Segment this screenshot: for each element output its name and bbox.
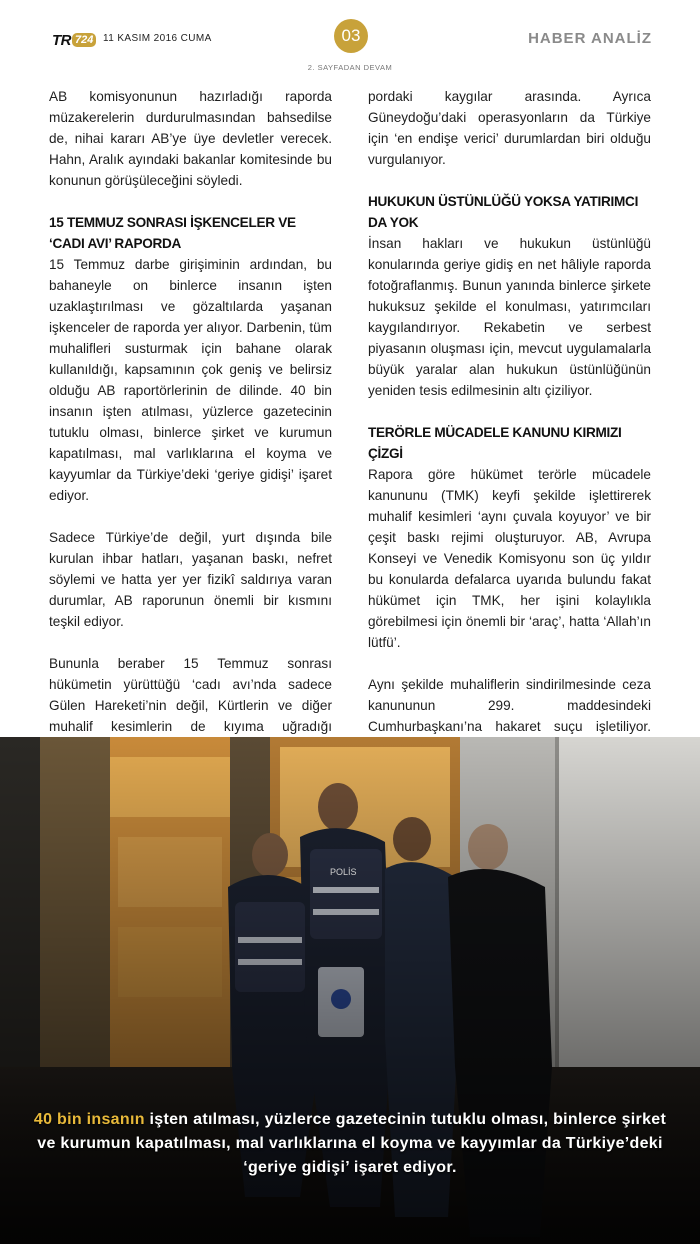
paragraph: pordaki kaygılar arasında. Ayrıca Güneydoğu’daki operasyonların da Türkiye için ‘en endişe verici’ durumlardan biri olduğu vurgulanıyor. [368,89,651,167]
page-number-badge: 03 [334,19,368,53]
subheading: TERÖRLE MÜCADELE KANUNU KIRMIZI ÇİZGİ [368,425,622,461]
paragraph: AB komisyonunun hazırladığı raporda müzakerelerin durdurulmasından bahsedilse de, nihai kararı AB’ye üye devletler verecek. Hahn, Aralık ayındaki bakanlar komitesinde bu konunun görüşüleceğini söyledi. [49,89,332,188]
tr724-logo [52,30,96,50]
news-photo [0,737,700,1244]
paragraph: Rapora göre hükümet terörle mücadele kanununu (TMK) keyfi şekilde işlettirerek muhalif kesimleri ‘aynı çuvala koyuyor’ ve bir çeşit baskı rejimi oluşturuyor. AB, Avrupa Konseyi ve Venedik Komisyonu son üç yıldır bu konularda defalarca uyarıda bulundu fakat hükümet için TMK, her işini kolaylıkla görebilmesi için önemli bir ‘araç’, hatta ‘Allah’ın lütfü’. [368,467,651,650]
issue-date: 11 KASIM 2016 CUMA [103,33,212,44]
paragraph: 15 Temmuz darbe girişiminin ardından, bu bahaneyle on binlerce insanın işten uzaklaştırılması ve gözaltılarda yaşanan işkenceler de raporda yer alıyor. Darbenin, tüm muhalifleri susturmak için bahane olarak kullanıldığı, kapsamının çok geniş ve belirsiz olduğu AB raportörlerinin de dilinde. 40 bin insanın işten atılması, yüzlerce gazetecinin tutuklu olması, binlerce şirket ve kurumun kapatılması, mal varlıklarına el koyma ve kayyumlar da Türkiye’deki ‘geriye gidişi’ işaret ediyor. [49,257,332,503]
caption-highlight: 40 bin insanın [33,1111,145,1128]
logo-tr-text: TR [52,31,71,49]
continued-from-note: 2. SAYFADAN DEVAM [307,63,393,72]
paragraph: Aynı şekilde muhaliflerin sindirilmesinde ceza kanununun 299. maddesindeki Cumhurbaşkanı’na hakaret suçu işletiliyor. [368,677,651,734]
photo-caption [30,1108,670,1180]
section-title: HABER ANALİZ [528,30,652,47]
right-column [368,86,651,842]
subheading: HUKUKUN ÜSTÜNLÜĞÜ YOKSA YATIRIMCI DA YOK [368,194,639,230]
logo-number-badge: 724 [72,33,96,47]
subheading: 15 TEMMUZ SONRASI İŞKENCELER VE ‘CADI AVI’ RAPORDA [49,215,296,251]
caption-text: işten atılması, yüzlerce gazetecinin tutuklu olması, binlerce şirket ve kurumun kapatılması, mal varlıklarına el koyma ve kayyımlar da Türkiye’deki ‘geriye gidişi’ işaret ediyor. [37,1111,667,1176]
paragraph: İnsan hakları ve hukukun üstünlüğü konularında geriye gidiş en net hâliyle raporda fotoğraflanmış. Bunun yanında binlerce şirkete hukuksuz şekilde el konulması, yatırımcıları kaygılandırıyor. Rekabetin ve serbest piyasanın oluşması için, mevcut uygulamalarla büyük yaralar alan hukukun üstünlüğünün yeniden tesis edilmesinin altı çiziliyor. [368,236,651,398]
paragraph: Bununla beraber 15 Temmuz sonrası hükümetin yürüttüğü ‘cadı avı’nda sadece Gülen Hareketi’nin değil, Kürtlerin ve diğer muhalif kesimlerin de kıyıma uğradığı [49,656,332,734]
paragraph: Sadece Türkiye’de değil, yurt dışında bile kurulan ihbar hatları, yaşanan baskı, nefret söylemi ve hatta yer yer fizikî saldırıya varan durumlar, AB raporunun önemli bir kısmını teşkil ediyor. [49,530,332,629]
page-header [0,0,700,80]
left-column [49,86,332,800]
